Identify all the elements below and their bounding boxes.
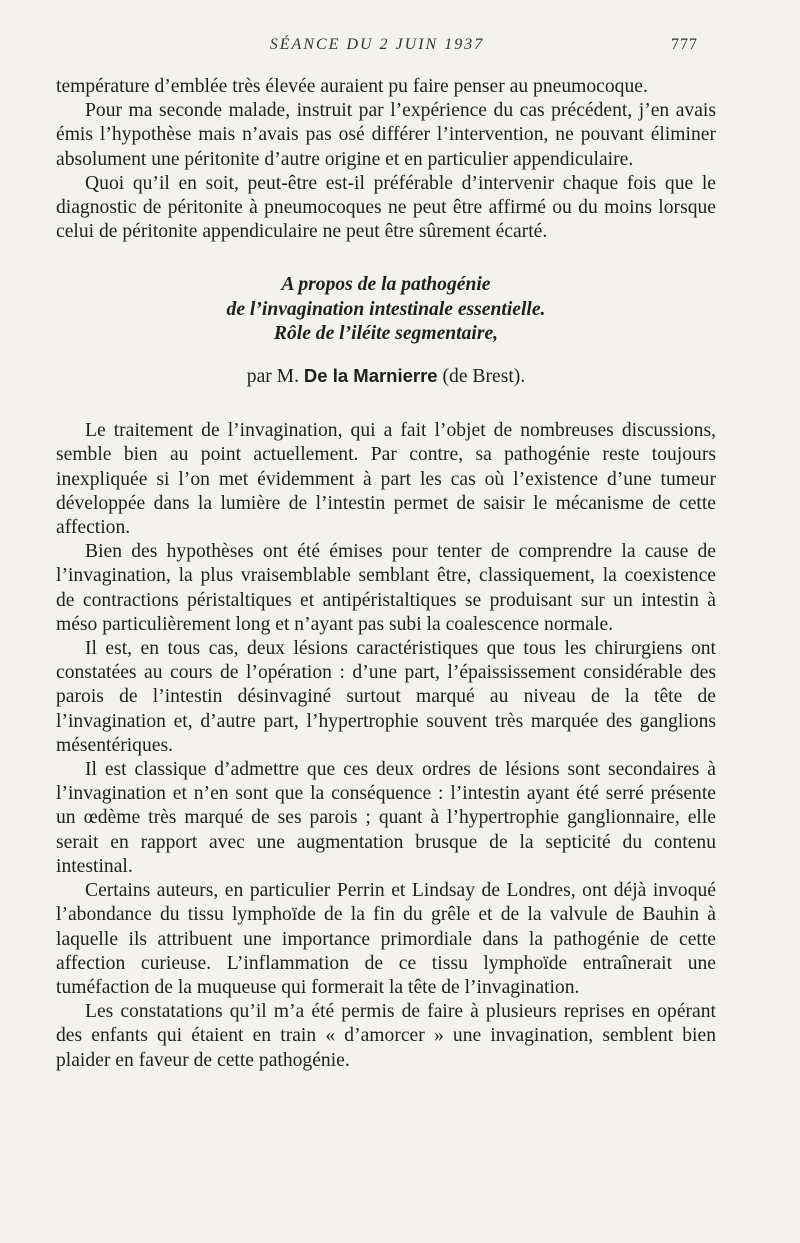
- byline-suffix: (de Brest).: [442, 366, 526, 388]
- body-text: [56, 75, 716, 1073]
- paragraph: Il est classique d’admettre que ces deux ordres de lésions sont secondaires à l’invagination et n’en sont que la conséquence : l’intestin ayant été serré présente un œdème très marqué de ses parois ; quant à l’hypertrophie ganglionnaire, elle serait en rapport avec une augmentation brusque de la septicité du contenu intestinal.: [56, 759, 716, 877]
- paragraph: Quoi qu’il en soit, peut-être est-il préférable d’intervenir chaque fois que le diagnostic de péritonite à pneumocoques ne peut être affirmé ou du moins lorsque celui de péritonite appendiculaire ne peut être sûrement écarté.: [56, 172, 716, 243]
- page-number: 777: [671, 36, 698, 53]
- article-title-line: A propos de la pathogénie: [281, 274, 491, 296]
- paragraph: Pour ma seconde malade, instruit par l’expérience du cas précédent, j’en avais émis l’hypothèse mais n’avais pas osé différer l’intervention, ne pouvant éliminer absolument une péritonite d’autre origine et en particulier appendiculaire.: [56, 100, 716, 170]
- article-title-line: Rôle de l’iléite segmentaire,: [273, 322, 499, 344]
- paragraph: Bien des hypothèses ont été émises pour tenter de comprendre la cause de l’invagination, la plus vraisemblable semblant être, classiquement, la coexistence de contractions péristaltiques et antipéristaltiques se produisant sur un intestin à méso particulièrement long et n’ayant pas subi la coalescence normale.: [56, 541, 716, 635]
- byline: [56, 364, 716, 389]
- paragraph: Le traitement de l’invagination, qui a fait l’objet de nombreuses discussions, semble bien au point actuellement. Par contre, sa pathogénie reste toujours inexpliquée si l’on met évidemment à part les cas où l’existence d’une tumeur développée dans la lumière de l’intestin permet de saisir le mécanisme de cette affection.: [56, 420, 716, 539]
- running-header: [56, 36, 698, 58]
- article-title: [56, 273, 716, 346]
- article-title-line: de l’invagination intestinale essentielle.: [226, 298, 546, 320]
- paragraph: Certains auteurs, en particulier Perrin et Lindsay de Londres, ont déjà invoqué l’abondance du tissu lymphoïde de la fin du grêle et de la valvule de Bauhin à laquelle ils attribuent une importance primordiale dans la pathogénie de cette affection curieuse. L’inflammation de ce tissu lymphoïde entraînerait une tuméfaction de la muqueuse qui formerait la tête de l’invagination.: [56, 880, 716, 998]
- byline-prefix: par M.: [246, 366, 300, 388]
- running-title: SÉANCE DU 2 JUIN 1937: [269, 36, 485, 53]
- paragraph: Il est, en tous cas, deux lésions caractéristiques que tous les chirurgiens ont constatées au cours de l’opération : d’une part, l’épaississement considérable des parois de l’intestin désinvaginé surtout marqué au niveau de la tête de l’invagination et, d’autre part, l’hypertrophie souvent très marquée des ganglions mésentériques.: [56, 638, 716, 756]
- paragraph-continued: température d’emblée très élevée auraient pu faire penser au pneumocoque.: [56, 76, 648, 97]
- author-name: De la Marnierre: [303, 365, 438, 387]
- paragraph: Les constatations qu’il m’a été permis de faire à plusieurs reprises en opérant des enfants qui étaient en train « d’amorcer » une invagination, semblent bien plaider en faveur de cette pathogénie.: [56, 1001, 716, 1071]
